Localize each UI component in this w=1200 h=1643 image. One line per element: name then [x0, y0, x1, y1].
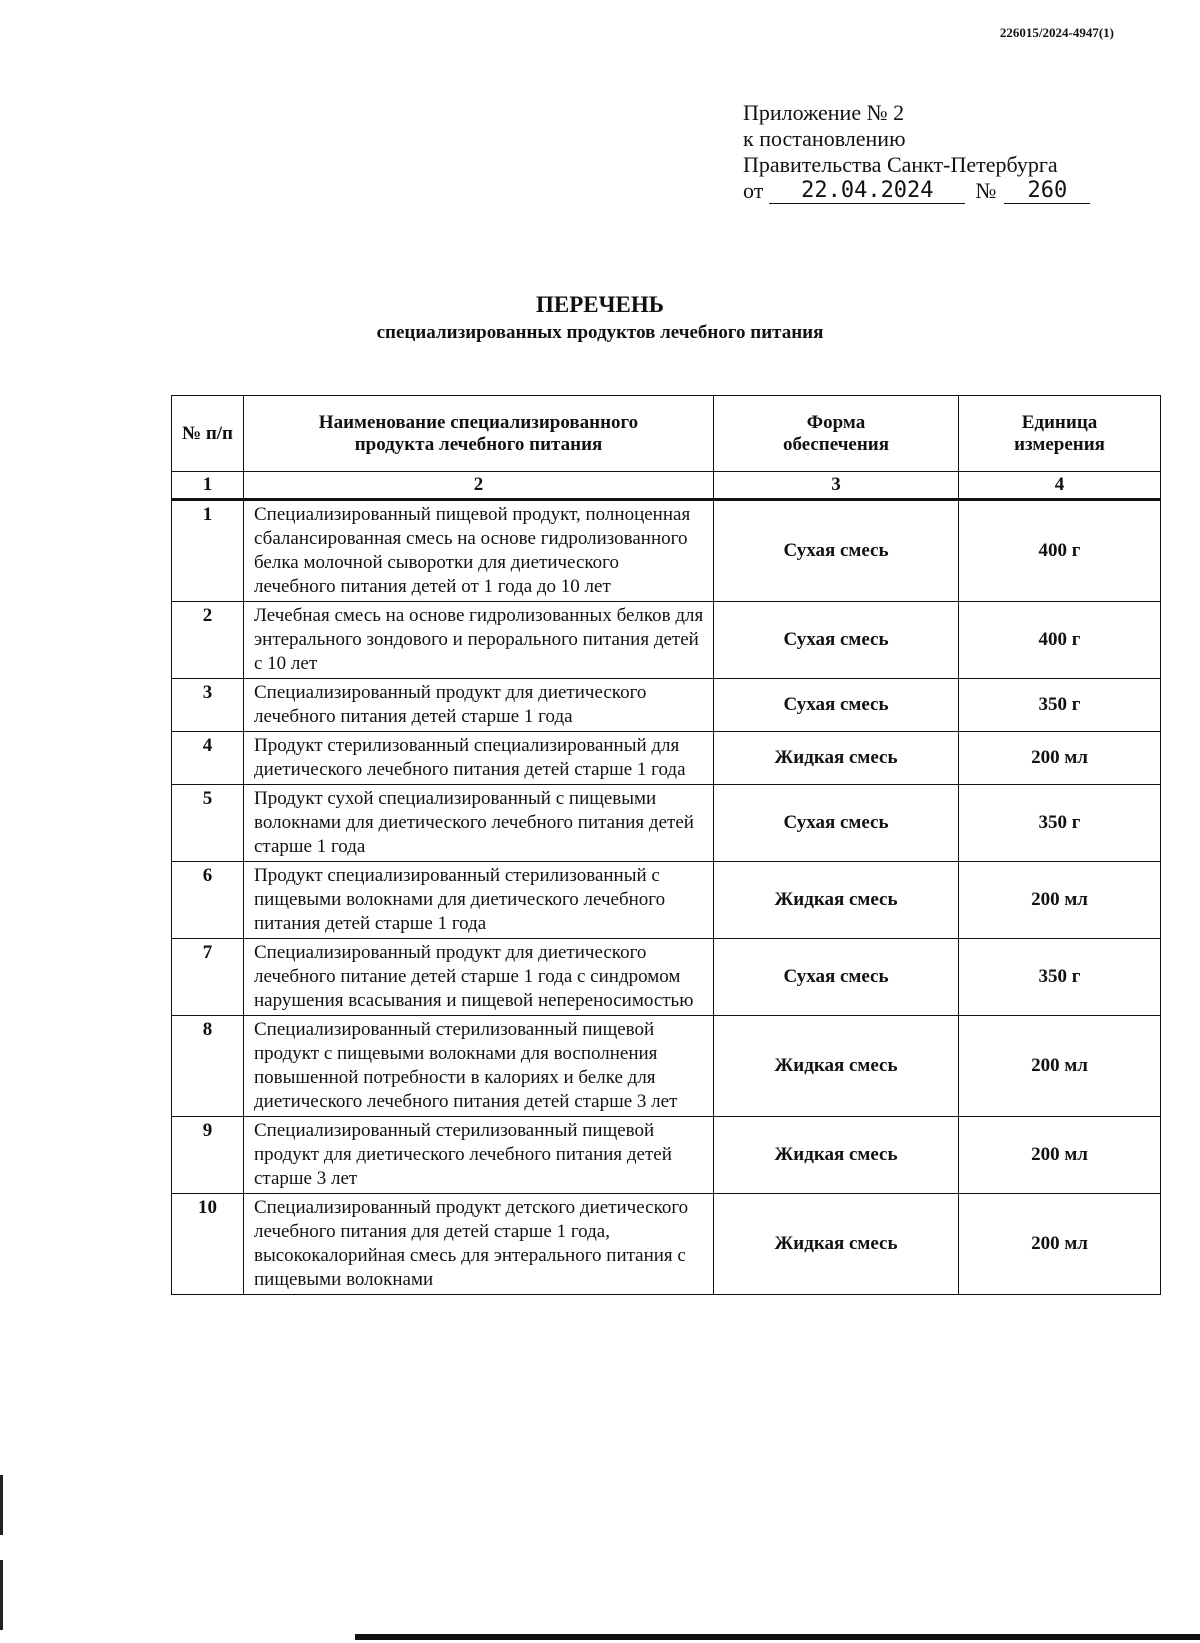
row-number: 5	[172, 785, 244, 862]
supply-form: Сухая смесь	[714, 939, 959, 1016]
supply-form: Сухая смесь	[714, 500, 959, 602]
table-row	[172, 500, 1161, 602]
column-index: 2	[244, 472, 714, 500]
products-table	[171, 395, 1161, 1295]
header-form: Форма обеспечения	[714, 396, 959, 472]
from-label: от	[743, 178, 764, 203]
table-row	[172, 732, 1161, 785]
column-index-row	[172, 472, 1161, 500]
scan-edge-mark	[0, 1560, 3, 1630]
supply-form: Сухая смесь	[714, 785, 959, 862]
header-unit: Единица измерения	[959, 396, 1161, 472]
measure-unit: 200 мл	[959, 862, 1161, 939]
measure-unit: 400 г	[959, 602, 1161, 679]
product-name: Продукт специализированный стерилизованный с пищевыми волокнами для диетического лечебного питания детей старше 1 года	[244, 862, 714, 939]
measure-unit: 200 мл	[959, 1194, 1161, 1295]
row-number: 3	[172, 679, 244, 732]
appendix-government: Правительства Санкт-Петербурга	[743, 152, 1058, 177]
table-row	[172, 1117, 1161, 1194]
appendix-block	[743, 100, 1103, 204]
row-number: 1	[172, 500, 244, 602]
product-name: Специализированный продукт для диетического лечебного питания детей старше 1 года	[244, 679, 714, 732]
product-name: Специализированный пищевой продукт, полноценная сбалансированная смесь на основе гидролизованного белка молочной сыворотки для диетического лечебного питания детей от 1 года до 10 лет	[244, 500, 714, 602]
product-name: Специализированный стерилизованный пищевой продукт с пищевыми волокнами для восполнения повышенной потребности в калориях и белке для диетического лечебного питания детей старше 3 лет	[244, 1016, 714, 1117]
measure-unit: 350 г	[959, 939, 1161, 1016]
row-number: 4	[172, 732, 244, 785]
row-number: 9	[172, 1117, 244, 1194]
scan-bottom-edge	[355, 1634, 1200, 1640]
header-num: № п/п	[172, 396, 244, 472]
product-name: Специализированный стерилизованный пищевой продукт для диетического лечебного питания детей старше 3 лет	[244, 1117, 714, 1194]
scan-edge-mark	[0, 1475, 3, 1535]
measure-unit: 350 г	[959, 785, 1161, 862]
resolution-date: 22.04.2024	[769, 179, 965, 204]
row-number: 2	[172, 602, 244, 679]
table-header-row	[172, 396, 1161, 472]
row-number: 6	[172, 862, 244, 939]
row-number: 10	[172, 1194, 244, 1295]
supply-form: Жидкая смесь	[714, 862, 959, 939]
product-name: Продукт стерилизованный специализированный для диетического лечебного питания детей старше 1 года	[244, 732, 714, 785]
table-row	[172, 862, 1161, 939]
table-row	[172, 1016, 1161, 1117]
appendix-date-row	[743, 178, 1103, 204]
measure-unit: 400 г	[959, 500, 1161, 602]
table-row	[172, 939, 1161, 1016]
document-id: 226015/2024-4947(1)	[999, 25, 1114, 40]
supply-form: Жидкая смесь	[714, 732, 959, 785]
supply-form: Жидкая смесь	[714, 1194, 959, 1295]
supply-form: Сухая смесь	[714, 679, 959, 732]
table-row	[172, 1194, 1161, 1295]
supply-form: Жидкая смесь	[714, 1117, 959, 1194]
title-main: ПЕРЕЧЕНЬ	[536, 292, 664, 317]
supply-form: Сухая смесь	[714, 602, 959, 679]
table-row	[172, 602, 1161, 679]
row-number: 8	[172, 1016, 244, 1117]
appendix-number: Приложение № 2	[743, 100, 905, 125]
measure-unit: 350 г	[959, 679, 1161, 732]
number-label: №	[975, 178, 997, 203]
row-number: 7	[172, 939, 244, 1016]
measure-unit: 200 мл	[959, 1117, 1161, 1194]
column-index: 1	[172, 472, 244, 500]
table-row	[172, 679, 1161, 732]
column-index: 3	[714, 472, 959, 500]
measure-unit: 200 мл	[959, 732, 1161, 785]
title-sub: специализированных продуктов лечебного питания	[376, 322, 824, 343]
product-name: Специализированный продукт для диетического лечебного питание детей старше 1 года с синдромом нарушения всасывания и пищевой непереносимостью	[244, 939, 714, 1016]
header-name: Наименование специализированного продукта лечебного питания	[244, 396, 714, 472]
appendix-resolution: к постановлению	[743, 126, 906, 151]
product-name: Специализированный продукт детского диетического лечебного питания для детей старше 1 года, высококалорийная смесь для энтерального питания с пищевыми волокнами	[244, 1194, 714, 1295]
column-index: 4	[959, 472, 1161, 500]
supply-form: Жидкая смесь	[714, 1016, 959, 1117]
measure-unit: 200 мл	[959, 1016, 1161, 1117]
document-title	[0, 290, 1200, 346]
product-name: Продукт сухой специализированный с пищевыми волокнами для диетического лечебного питания детей старше 1 года	[244, 785, 714, 862]
resolution-number: 260	[1004, 179, 1090, 204]
table-row	[172, 785, 1161, 862]
product-name: Лечебная смесь на основе гидролизованных белков для энтерального зондового и перорального питания детей с 10 лет	[244, 602, 714, 679]
